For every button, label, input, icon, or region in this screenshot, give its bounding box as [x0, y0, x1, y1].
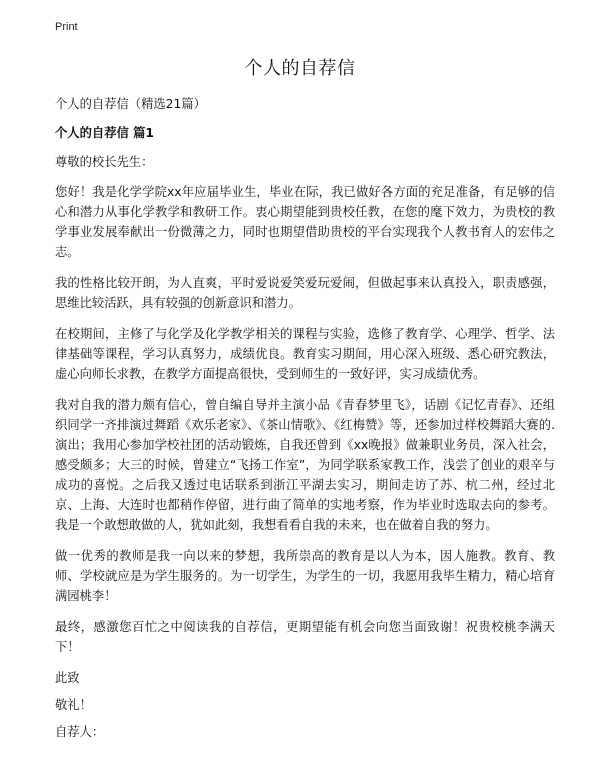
paragraph-personality: 我的性格比较开朗，为人直爽，平时爱说爱笑爱玩爱闹，但做起事来认真投入，职责感强，思维比较活跃，具有较强的创新意识和潜力。 [55, 276, 555, 310]
signature-line: 自荐人： [55, 725, 105, 739]
document-title: 个人的自荐信 [244, 58, 356, 79]
section-heading: 个人的自荐信 篇1 [55, 126, 154, 140]
paragraph-greeting: 您好！我是化学学院xx年应届毕业生，毕业在际，我已做好各方面的充足准备，有足够的信心和潜力从事化学教学和教研工作。衷心期望能到贵校任教，在您的麾下效力，为贵校的教学事业发展奉献出一份微薄之力，同时也期望借助贵校的平台实现我个人教书育人的宏伟之志。 [55, 185, 555, 259]
paragraph-activities: 我对自我的潜力颇有信心，曾自编自导并主演小品《青春梦里飞》，话剧《记忆青春》、还组织同学一齐排演过舞蹈《欢乐老家》、《茶山情歌》、《红梅赞》等，还参加过样校舞蹈大赛的.演出；我用心参加学校社团的活动锻炼，自我还曾到《xx晚报》做兼职业务员，深入社会，感受颇多；大三的时候，曾建立“飞扬工作室”，为同学联系家教工作，浅尝了创业的艰辛与成功的喜悦。之后我又透过电话联系到浙江平湖去实习，期间走访了苏、杭二州，经过北京、上海、大连时也都稍作停留，进行曲了简单的实地考察，作为毕业时选取去向的参考。我是一个敢想敢做的人，犹如此刻，我想看看自我的未来，也在做着自我的努力。 [55, 398, 555, 532]
letter-body [55, 94, 555, 749]
document-subtitle: 个人的自荐信（精选21篇） [55, 97, 206, 111]
paragraph-thanks: 最终，感激您百忙之中阅读我的自荐信，更期望能有机会向您当面致谢！祝贵校桃李满天下！ [55, 620, 555, 654]
paragraph-studies: 在校期间，主修了与化学及化学教学相关的课程与实验，选修了教育学、心理学、哲学、法律基础等课程，学习认真努力，成绩优良。教育实习期间，用心深入班级、悉心研究教法，虚心向师长求教，在教学方面提高很快，受到师生的一致好评，实习成绩优秀。 [55, 327, 555, 381]
closing-salute: 敬礼！ [55, 698, 92, 712]
paragraph-aspiration: 做一优秀的教师是我一向以来的梦想，我所崇高的教育是以人为本，因人施教。教育、教师、学校就应是为学生服务的。为一切学生，为学生的一切，我愿用我毕生精力，精心培育满园桃李！ [55, 549, 555, 603]
closing-regards: 此致 [55, 671, 80, 685]
salutation: 尊敬的校长先生： [55, 155, 154, 169]
print-link[interactable]: Print [55, 21, 78, 33]
